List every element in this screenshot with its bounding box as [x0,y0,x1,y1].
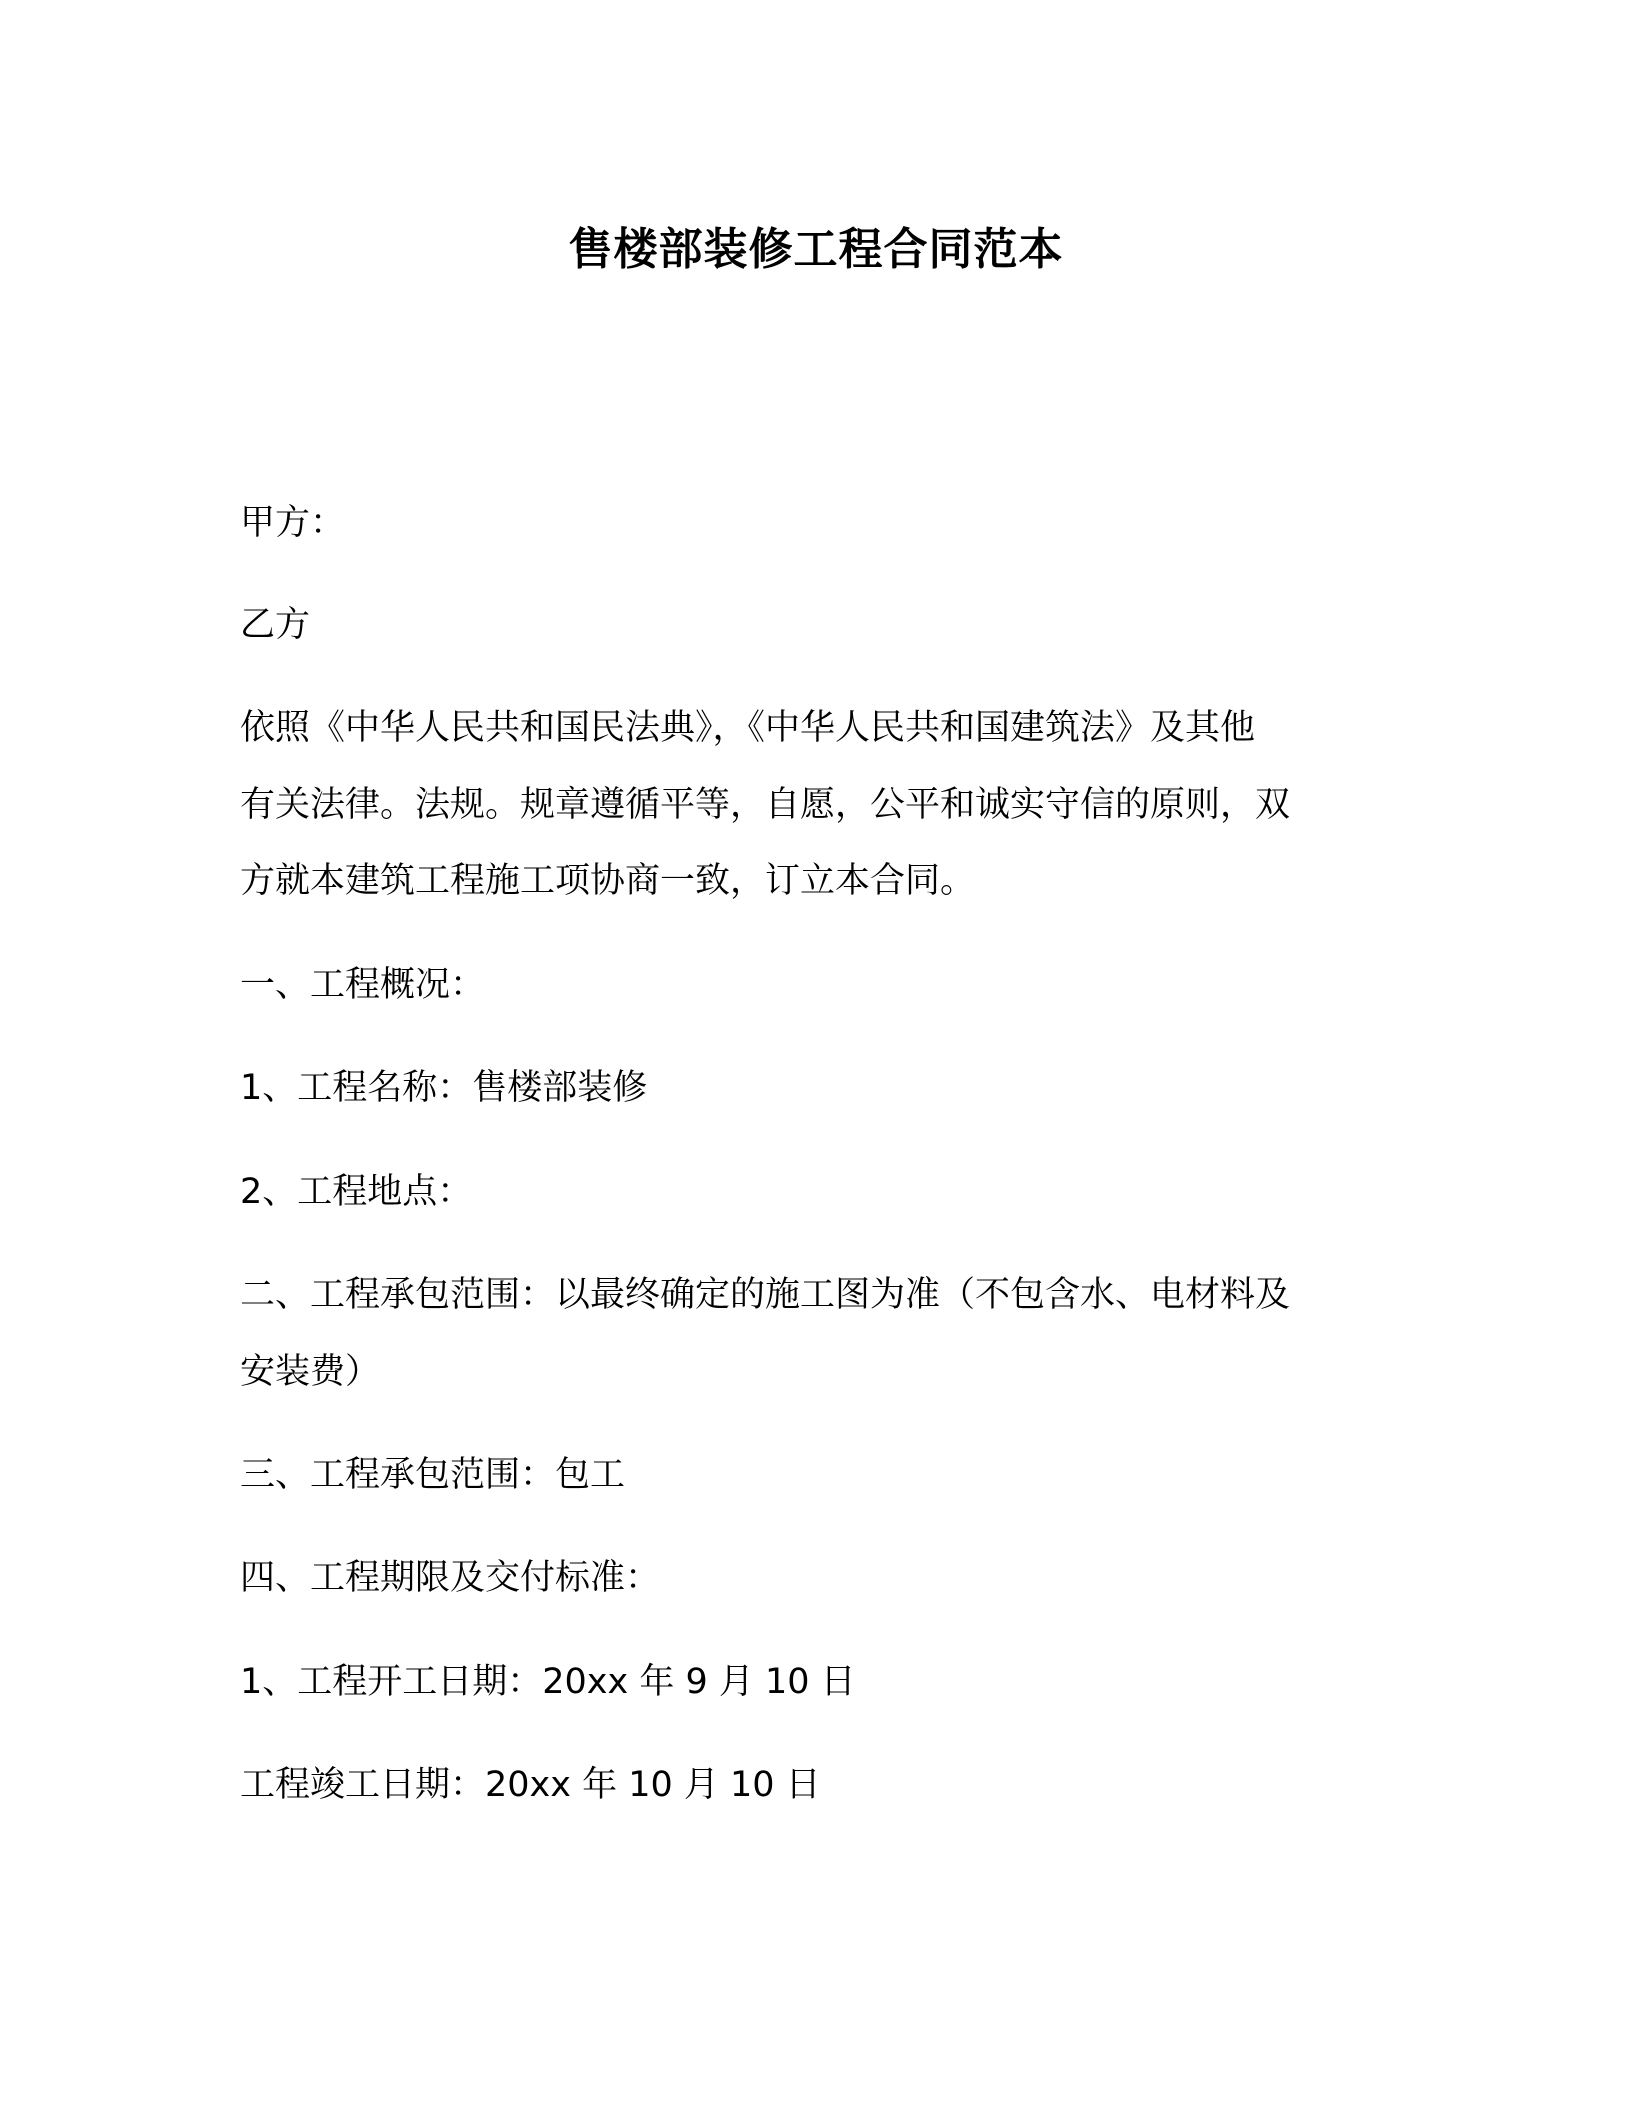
end-date-item: 工程竣工日期：20xx 年 10 月 10 日 [240,1765,821,1805]
section-2-line-2: 安装费） [240,1352,381,1392]
start-date-item: 1、工程开工日期：20xx 年 9 月 10 日 [240,1662,856,1702]
intro-line-1: 依照《中华人民共和国民法典》，《中华人民共和国建筑法》及其他 [240,708,1256,748]
party-b-label: 乙方 [240,605,311,645]
document-title: 售楼部装修工程合同范本 [568,224,1064,275]
section-2-line-1: 二、工程承包范围：以最终确定的施工图为准（不包含水、电材料及 [240,1275,1291,1315]
project-location-item: 2、工程地点： [240,1172,473,1212]
project-name-item: 1、工程名称：售楼部装修 [240,1068,648,1108]
intro-line-3: 方就本建筑工程施工项协商一致，订立本合同。 [240,861,976,901]
section-4-heading: 四、工程期限及交付标准： [240,1558,661,1598]
section-3-line: 三、工程承包范围：包工 [240,1455,626,1495]
party-a-label: 甲方： [240,503,346,543]
intro-line-2: 有关法律。法规。规章遵循平等，自愿，公平和诚实守信的原则，双 [240,785,1291,825]
section-1-heading: 一、工程概况： [240,965,486,1005]
